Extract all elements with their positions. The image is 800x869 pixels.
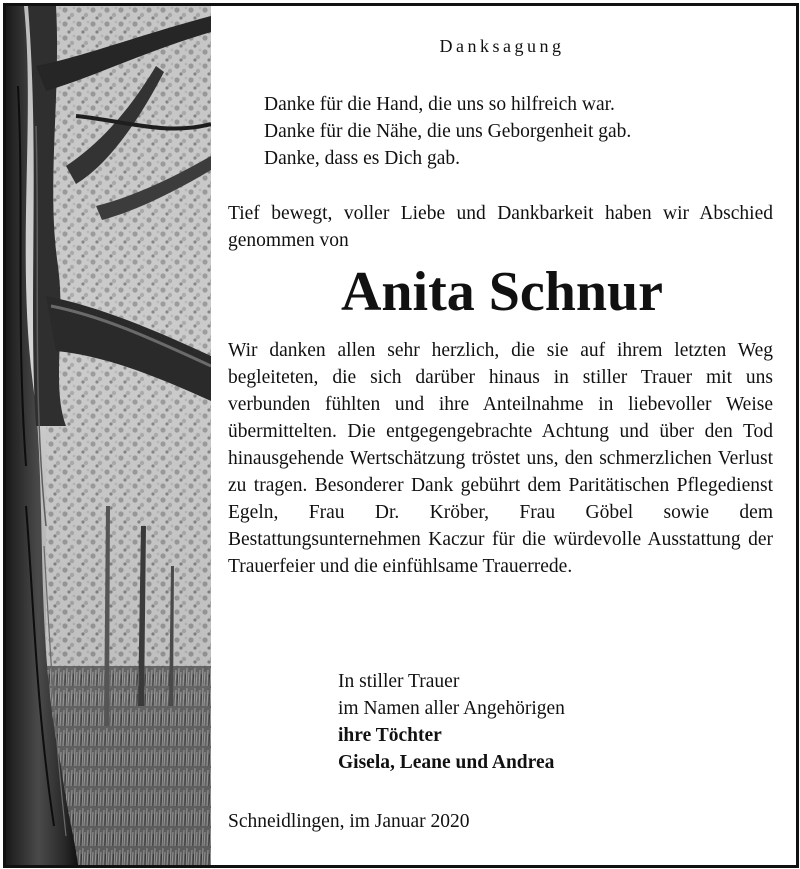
signature-names: Gisela, Leane und Andrea: [338, 752, 555, 773]
poem: [264, 91, 631, 172]
obituary-text: [226, 6, 778, 865]
deceased-name: Anita Schnur: [340, 261, 664, 323]
signature-relation: ihre Töchter: [338, 725, 442, 746]
signature: [338, 668, 565, 776]
poem-line: Danke für die Nähe, die uns Geborgenheit gab.: [264, 121, 632, 142]
poem-line: Danke für die Hand, die uns so hilfreich war.: [264, 94, 615, 115]
place-date: Schneidlingen, im Januar 2020: [228, 811, 470, 832]
heading: Danksagung: [439, 36, 565, 56]
signature-line: im Namen aller Angehörigen: [338, 698, 565, 719]
obituary-frame: [3, 3, 799, 868]
tree-photo: [6, 6, 211, 865]
thanks-paragraph: Wir danken allen sehr herzlich, die sie auf ihrem letzten Weg begleiteten, die sich darüber hinaus in stiller Trauer mit uns verbunden fühlten und ihre Anteilnahme in liebevoller Weise übermittelten. Die entgegengebrachte Achtung und über den Tod hinausgehende Wertschätzung tröstet uns, den schmerzlichen Verlust zu tragen. Besonderer Dank gebührt dem Paritätischen Pflegedienst Egeln, Frau Dr. Kröber, Frau Göbel sowie dem Bestattungsunternehmen Kaczur für die würdevolle Ausstattung der Trauerfeier und die einfühlsame Trauerrede.: [228, 340, 773, 577]
intro-text: Tief bewegt, voller Liebe und Dankbarkeit haben wir Abschied genommen von: [228, 203, 773, 251]
poem-line: Danke, dass es Dich gab.: [264, 148, 461, 169]
signature-line: In stiller Trauer: [338, 671, 460, 692]
